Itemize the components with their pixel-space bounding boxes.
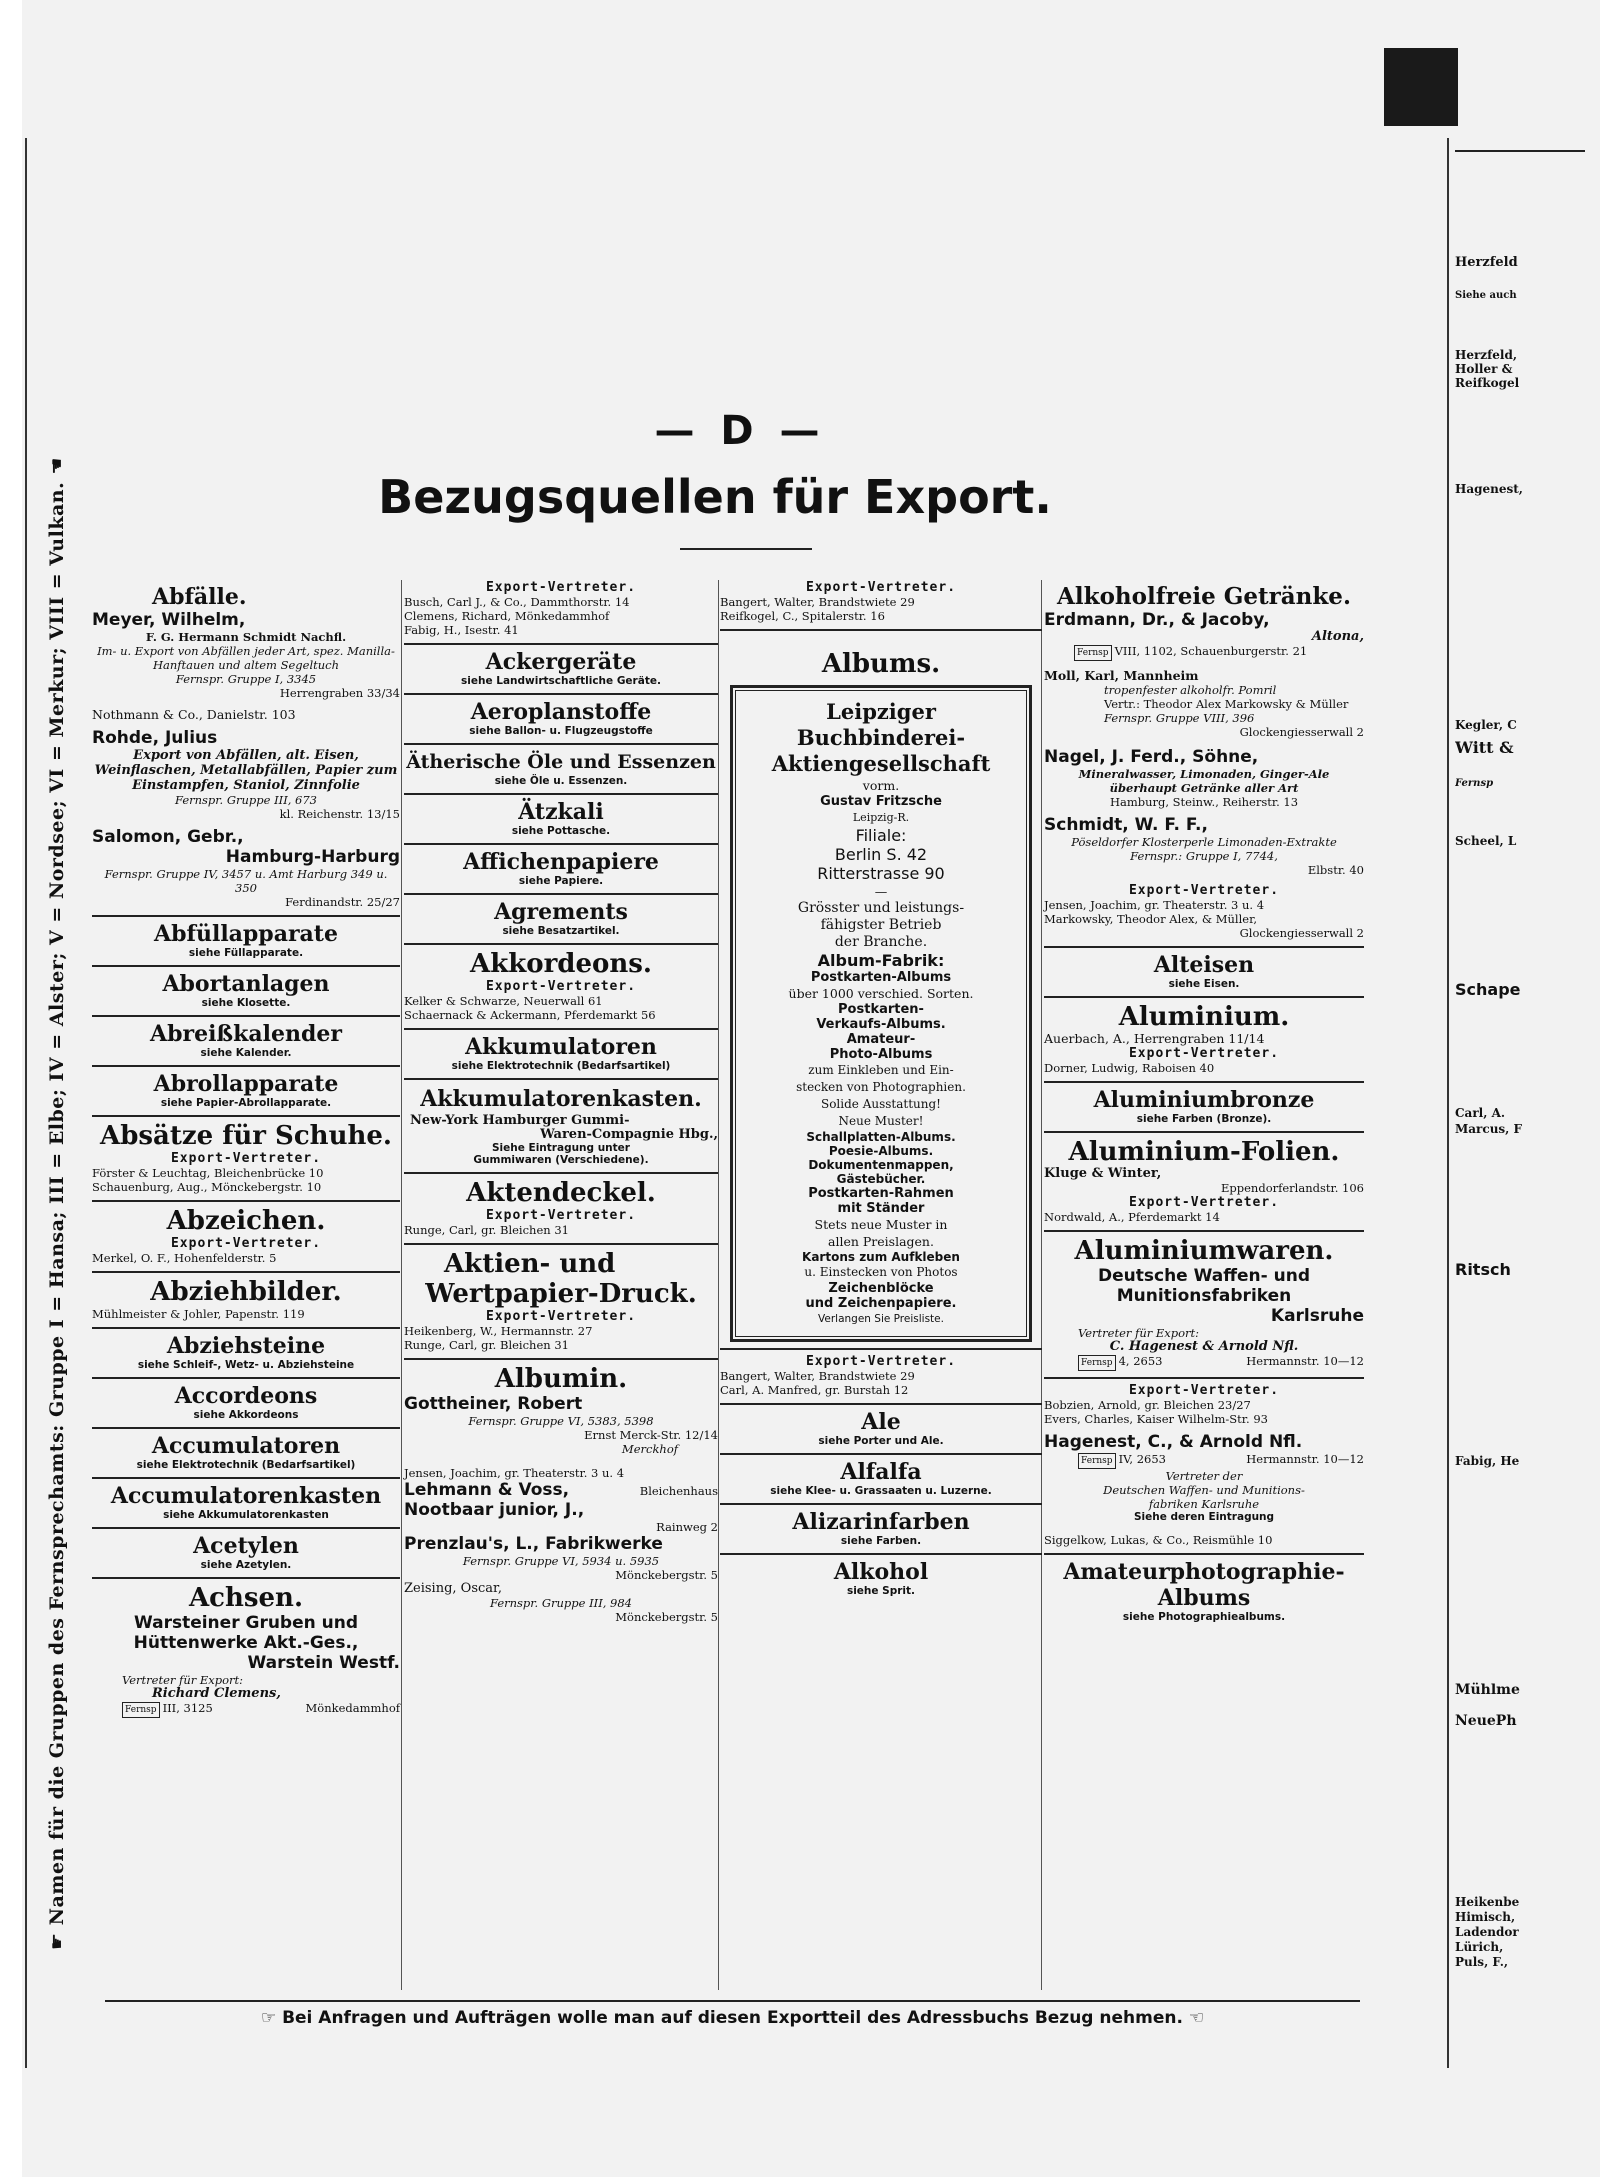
entry-auerbach: Auerbach, A., Herrengraben 11/14 — [1044, 1031, 1265, 1046]
heading-abfaelle: Abfälle. — [152, 584, 247, 610]
ad-line: Amateur- — [846, 1032, 916, 1047]
entry-newyork-2: Waren-Compagnie Hbg., — [540, 1127, 718, 1142]
adjacent-line: Holler & — [1455, 362, 1513, 376]
entry-salomon-phone: Fernspr. Gruppe IV, 3457 u. Amt Harburg 349 u. 350 — [104, 867, 388, 895]
ad-line: Poesie-Albums. — [828, 1144, 934, 1158]
entry-hagenest-phone: IV, 2653 — [1118, 1452, 1166, 1466]
entry-schmidt: Schmidt, W. F. F., — [1044, 815, 1208, 835]
pointing-hand-icon: ☞ — [260, 2008, 283, 2028]
entry-erdmann-city: Altona, — [1311, 629, 1364, 644]
entry-nordwald: Nordwald, A., Pferdemarkt 14 — [1044, 1210, 1220, 1224]
heading-achsen: Achsen. — [188, 1583, 304, 1613]
subheading-export: Export-Vertreter. — [485, 1309, 637, 1324]
ad-line: Solide Ausstattung! — [820, 1097, 941, 1111]
entry-runge: Runge, Carl, gr. Bleichen 31 — [404, 1223, 569, 1237]
entry-moll-phone: Fernspr. Gruppe VIII, 396 — [1104, 711, 1255, 725]
ad-line: Schallplatten-Albums. — [806, 1130, 956, 1144]
heading-abrollapparate: Abrollapparate — [153, 1071, 339, 1097]
ad-name-1: Leipziger Buchbinderei- — [796, 699, 966, 750]
ad-line: allen Preislagen. — [828, 1234, 934, 1249]
entry-jensen: Jensen, Joachim, gr. Theaterstr. 3 u. 4 — [404, 1466, 625, 1480]
heading-abziehsteine: Abziehsteine — [166, 1333, 326, 1359]
title-rule — [680, 548, 812, 550]
ad-line: Postkarten- — [838, 1002, 924, 1017]
entry-nothmann: Nothmann & Co., Danielstr. 103 — [92, 707, 296, 722]
subheading-export: Export-Vertreter. — [485, 979, 637, 994]
subheading-export: Export-Vertreter. — [485, 1208, 637, 1223]
adjacent-page — [1455, 150, 1600, 2050]
entry-bangert-2: Bangert, Walter, Brandstwiete 29 — [720, 1369, 915, 1383]
heading-accumulatoren: Accumulatoren — [151, 1433, 341, 1459]
entry-dwm-1: Deutsche Waffen- und — [1098, 1266, 1310, 1286]
heading-abortanlagen: Abortanlagen — [162, 971, 330, 997]
heading-akkumulatorenkasten: Akkumulatorenkasten. — [420, 1086, 702, 1112]
entry-meyer-address: Herrengraben 33/34 — [279, 686, 400, 700]
adjacent-line: NeuePh — [1455, 1713, 1517, 1729]
ad-line: zum Einkleben und Ein- — [808, 1063, 954, 1077]
entry-dwm-rep: C. Hagenest & Arnold Nfl. — [1109, 1339, 1299, 1354]
heading-aetherische-oele: Ätherische Öle und Essenzen — [406, 751, 716, 773]
entry-schmidt-phone: Fernspr.: Gruppe I, 7744, — [1130, 849, 1278, 863]
see-ref: siehe Öle u. Essenzen. — [494, 775, 628, 787]
column-2 — [404, 580, 718, 1624]
entry-newyork-1: New-York Hamburger Gummi- — [410, 1113, 630, 1128]
entry-runge-2: Runge, Carl, gr. Bleichen 31 — [404, 1338, 569, 1352]
adjacent-line: Witt & — [1455, 738, 1514, 757]
heading-abreisskalender: Abreißkalender — [150, 1021, 342, 1047]
column-rule — [401, 580, 402, 1990]
ad-line: Photo-Albums — [829, 1047, 933, 1062]
pointing-hand-icon: ☚ — [46, 457, 68, 475]
heading-aeroplanstoffe: Aeroplanstoffe — [470, 699, 652, 725]
subheading-export: Export-Vertreter. — [170, 1151, 322, 1166]
adjacent-line: Puls, F., — [1455, 1955, 1509, 1969]
entry-moll: Moll, Karl, Mannheim — [1044, 668, 1199, 683]
entry-carl: Carl, A. Manfred, gr. Burstah 12 — [720, 1383, 909, 1397]
entry-nootbaar-address: Rainweg 2 — [656, 1520, 718, 1534]
see-ref: Siehe Eintragung unter — [492, 1142, 630, 1154]
ad-desc-2: fähigster Betrieb — [820, 917, 942, 933]
footer-notice: ☞ Bei Anfragen und Aufträgen wolle man auf diesen Exportteil des Adressbuchs Bezug nehmen. ☜ — [105, 2000, 1360, 2028]
ad-line: Verkaufs-Albums. — [816, 1017, 946, 1032]
ad-line: über 1000 verschied. Sorten. — [788, 986, 974, 1001]
heading-albums: Albums. — [821, 649, 941, 679]
see-ref: siehe Azetylen. — [200, 1559, 292, 1571]
subheading-export: Export-Vertreter. — [485, 580, 637, 595]
heading-abziehbilder: Abziehbilder. — [150, 1277, 342, 1307]
phone-badge: Fernsp — [1078, 1453, 1116, 1469]
entry-kluge: Kluge & Winter, — [1044, 1166, 1162, 1181]
heading-alteisen: Alteisen — [1153, 952, 1255, 978]
ad-line: Verlangen Sie Preisliste. — [818, 1313, 944, 1325]
adjacent-line: Fabig, He — [1455, 1454, 1520, 1468]
see-ref: siehe Pottasche. — [511, 825, 611, 837]
see-ref: siehe Klosette. — [201, 997, 291, 1009]
page-corner-bar — [1384, 48, 1458, 126]
column-1 — [92, 580, 400, 1718]
see-ref: siehe Papiere. — [518, 875, 604, 887]
see-ref: siehe Ballon- u. Flugzeugstoffe — [469, 725, 653, 737]
entry-schmidt-desc: Pöseldorfer Klosterperle Limonaden-Extrakte — [1071, 835, 1337, 849]
entry-schauenburg: Schauenburg, Aug., Mönckebergstr. 10 — [92, 1180, 322, 1194]
entry-kluge-address: Eppendorferlandstr. 106 — [1221, 1181, 1364, 1195]
ad-line: Gästebücher. — [836, 1172, 926, 1186]
entry-foerster: Förster & Leuchtag, Bleichenbrücke 10 — [92, 1166, 324, 1180]
entry-meyer-name: Meyer, Wilhelm, — [92, 610, 246, 630]
ad-dash: — — [874, 884, 888, 899]
ad-line: Zeichenblöcke — [828, 1281, 934, 1296]
entry-meyer-desc: Im- u. Export von Abfällen jeder Art, spez. Manilla-Hanftauen und altem Segeltuch — [97, 644, 395, 672]
ad-vorm: vorm. — [862, 778, 900, 793]
entry-heikenberg: Heikenberg, W., Hermannstr. 27 — [404, 1324, 593, 1338]
see-ref: Gummiwaren (Verschiedene). — [473, 1154, 649, 1166]
entry-rohde-desc: Export von Abfällen, alt. Eisen, Weinflaschen, Metallabfällen, Papier zum Einstampfen, Staniol, Zinnfolie — [94, 748, 398, 793]
adjacent-line: Reifkogel — [1455, 376, 1520, 390]
heading-aluminiumwaren: Aluminiumwaren. — [1074, 1236, 1334, 1266]
heading-affichenpapiere: Affichenpapiere — [463, 849, 659, 875]
ad-filiale: Filiale: — [855, 826, 907, 845]
see-ref: siehe Photographiealbums. — [1122, 1611, 1286, 1623]
subheading-export: Export-Vertreter. — [1128, 1383, 1280, 1398]
entry-hagenest: Hagenest, C., & Arnold Nfl. — [1044, 1432, 1303, 1452]
heading-accumulatorenkasten: Accumulatorenkasten — [110, 1483, 382, 1509]
ad-branch-2: Ritterstrasse 90 — [817, 864, 945, 883]
entry-rohde-address: kl. Reichenstr. 13/15 — [279, 807, 400, 821]
entry-gottheiner-phone: Fernspr. Gruppe VI, 5383, 5398 — [468, 1414, 654, 1428]
entry-bangert: Bangert, Walter, Brandstwiete 29 — [720, 595, 915, 609]
entry-moll-address: Glockengiesserwall 2 — [1239, 725, 1364, 739]
adjacent-line: Scheel, L — [1455, 834, 1517, 848]
entry-rohde-phone: Fernspr. Gruppe III, 673 — [174, 793, 318, 807]
adjacent-line: Ladendor — [1455, 1925, 1519, 1939]
heading-abzeichen: Abzeichen. — [166, 1206, 326, 1236]
entry-jensen: Jensen, Joachim, gr. Theaterstr. 3 u. 4 — [1044, 898, 1265, 912]
subheading-export: Export-Vertreter. — [170, 1236, 322, 1251]
phone-badge: Fernsp — [122, 1702, 160, 1718]
entry-nagel-desc: Mineralwasser, Limonaden, Ginger-Ale überhaupt Getränke aller Art — [1078, 767, 1330, 795]
entry-hagenest-address: Hermannstr. 10—12 — [1246, 1452, 1364, 1466]
entry-rohde-name: Rohde, Julius — [92, 728, 218, 748]
ad-line: Postkarten-Albums — [810, 970, 952, 985]
entry-salomon-city: Hamburg-Harburg — [225, 847, 400, 867]
see-ref: siehe Farben (Bronze). — [1136, 1113, 1272, 1125]
see-ref: siehe Eisen. — [1168, 978, 1240, 990]
heading-aktendeckel: Aktendeckel. — [466, 1178, 656, 1208]
ad-line: stecken von Photographien. — [796, 1080, 966, 1094]
entry-salomon-address: Ferdinandstr. 25/27 — [285, 895, 400, 909]
adjacent-line: Siehe auch — [1455, 290, 1517, 301]
see-ref: siehe Kalender. — [200, 1047, 292, 1059]
entry-kelker: Kelker & Schwarze, Neuerwall 61 — [404, 994, 603, 1008]
entry-reifkogel: Reifkogel, C., Spitalerstr. 16 — [720, 609, 885, 623]
column-3 — [720, 580, 1042, 1597]
entry-dwm-address: Hermannstr. 10—12 — [1246, 1354, 1364, 1368]
entry-warsteiner-2: Hüttenwerke Akt.-Ges., — [133, 1633, 359, 1653]
advert-leipziger-buchbinderei — [732, 687, 1030, 1340]
entry-dorner: Dorner, Ludwig, Raboisen 40 — [1044, 1061, 1215, 1075]
entry-warsteiner-address: Mönkedammhof — [305, 1701, 400, 1715]
ad-owner: Gustav Fritzsche — [820, 794, 942, 809]
entry-warsteiner-vertreter: Vertreter für Export: — [122, 1673, 244, 1687]
see-ref: siehe Elektrotechnik (Bedarfsartikel) — [136, 1459, 356, 1471]
see-ref: siehe Füllapparate. — [188, 947, 304, 959]
entry-warsteiner-rep: Richard Clemens, — [152, 1686, 281, 1701]
adjacent-line: Fernsp — [1455, 778, 1494, 789]
heading-aktien: Aktien- und — [444, 1249, 616, 1279]
heading-ackergeraete: Ackergeräte — [485, 649, 637, 675]
entry-markowsky-address: Glockengiesserwall 2 — [1239, 926, 1364, 940]
entry-gottheiner-hof: Merckhof — [621, 1442, 678, 1456]
heading-akkordeons: Akkordeons. — [470, 949, 652, 979]
heading-alkoholfreie-getraenke: Alkoholfreie Getränke. — [1057, 583, 1351, 610]
entry-evers: Evers, Charles, Kaiser Wilhelm-Str. 93 — [1044, 1412, 1268, 1426]
heading-albums-2: Albums — [1157, 1585, 1251, 1611]
subheading-export: Export-Vertreter. — [1128, 1046, 1280, 1061]
vertical-exchange-label: ☛ Namen für die Gruppen des Fernsprechamts: Gruppe I = Hansa; III = Elbe; IV = Alster; V = Nordsee; VI = Merkur; VIII = Vulkan. ☚ — [46, 457, 68, 1950]
column-4 — [1044, 580, 1364, 1623]
heading-alizarinfarben: Alizarinfarben — [792, 1509, 970, 1535]
adjacent-line: Himisch, — [1455, 1910, 1516, 1924]
column-rule — [718, 580, 719, 1990]
entry-markowsky: Markowsky, Theodor Alex, & Müller, — [1044, 912, 1257, 926]
adjacent-line: Herzfeld, — [1455, 348, 1518, 362]
ad-desc-1: Grösster und leistungs- — [797, 900, 965, 916]
phone-badge: Fernsp — [1078, 1355, 1116, 1371]
heading-abfuellapparate: Abfüllapparate — [154, 921, 338, 947]
heading-aluminiumbronze: Aluminiumbronze — [1093, 1087, 1315, 1113]
entry-dwm-vertreter: Vertreter für Export: — [1078, 1326, 1200, 1340]
ad-line: mit Ständer — [837, 1201, 925, 1216]
entry-warsteiner-phone: III, 3125 — [162, 1701, 213, 1715]
adjacent-line: Schape — [1455, 980, 1521, 999]
see-ref: siehe Klee- u. Grassaaten u. Luzerne. — [770, 1485, 992, 1497]
adjacent-line: Marcus, F — [1455, 1122, 1523, 1136]
ad-line: Kartons zum Aufkleben — [802, 1250, 960, 1264]
entry-dwm-3: Karlsruhe — [1270, 1306, 1364, 1326]
heading-accordeons: Accordeons — [174, 1383, 318, 1409]
heading-aetzkali: Ätzkali — [518, 799, 604, 825]
entry-zeising-phone: Fernspr. Gruppe III, 984 — [489, 1596, 633, 1610]
entry-moll-vertreter: Vertr.: Theodor Alex Markowsky & Müller — [1104, 697, 1349, 711]
ad-line: und Zeichenpapiere. — [805, 1296, 957, 1311]
entry-moll-desc: tropenfester alkoholfr. Pomril — [1104, 683, 1277, 697]
entry-schmidt-address: Elbstr. 40 — [1307, 863, 1364, 877]
subheading-export: Export-Vertreter. — [1128, 883, 1280, 898]
entry-dwm-phone: 4, 2653 — [1118, 1354, 1163, 1368]
entry-warsteiner-3: Warstein Westf. — [247, 1653, 400, 1673]
subheading-export: Export-Vertreter. — [805, 580, 957, 595]
pointing-hand-icon: ☜ — [1188, 2008, 1205, 2028]
adjacent-line: Kegler, C — [1455, 718, 1517, 732]
entry-nagel: Nagel, J. Ferd., Söhne, — [1044, 747, 1259, 767]
entry-zeising: Zeising, Oscar, — [404, 1581, 502, 1596]
heading-acetylen: Acetylen — [193, 1533, 299, 1559]
entry-schaernack: Schaernack & Ackermann, Pferdemarkt 56 — [404, 1008, 656, 1022]
heading-aluminium-folien: Aluminium-Folien. — [1068, 1137, 1340, 1167]
see-ref: siehe Sprit. — [846, 1585, 916, 1597]
entry-hagenest-v3: fabriken Karlsruhe — [1148, 1497, 1260, 1511]
entry-erdmann-phone: VIII, 1102, Schauenburgerstr. 21 — [1114, 644, 1308, 658]
see-ref: siehe Besatzartikel. — [502, 925, 620, 937]
see-ref: siehe Akkumulatorenkasten — [163, 1509, 329, 1521]
adjacent-line: Carl, A. — [1455, 1106, 1506, 1120]
entry-erdmann: Erdmann, Dr., & Jacoby, — [1044, 610, 1270, 630]
entry-lehmann-address: Bleichenhaus — [639, 1484, 718, 1498]
ad-name-2: Aktiengesellschaft — [771, 751, 991, 776]
ad-city: Leipzig-R. — [852, 811, 910, 824]
ad-line: Neue Muster! — [838, 1114, 924, 1128]
see-ref: siehe Elektrotechnik (Bedarfsartikel) — [451, 1060, 671, 1072]
entry-zeising-address: Mönckebergstr. 5 — [615, 1610, 718, 1624]
entry-nagel-address: Hamburg, Steinw., Reiherstr. 13 — [1109, 795, 1299, 809]
pointing-hand-icon: ☛ — [46, 1925, 68, 1950]
entry-meyer-firm: F. G. Hermann Schmidt Nachfl. — [145, 630, 347, 644]
entry-fabig: Fabig, H., Isestr. 41 — [404, 623, 519, 637]
heading-wertpapier: Wertpapier-Druck. — [425, 1279, 697, 1309]
entry-gottheiner-address: Ernst Merck-Str. 12/14 — [584, 1428, 718, 1442]
ad-fabrik: Album-Fabrik: — [817, 951, 945, 970]
entry-prenzlau-address: Mönckebergstr. 5 — [615, 1568, 718, 1582]
adjacent-line: Mühlme — [1455, 1682, 1520, 1698]
phone-badge: Fernsp — [1074, 645, 1112, 661]
entry-prenzlau: Prenzlau's, L., Fabrikwerke — [404, 1534, 663, 1554]
adjacent-line: Lürich, — [1455, 1940, 1504, 1954]
heading-agrements: Agrements — [494, 899, 628, 925]
heading-amateurphotographie: Amateurphotographie- — [1063, 1559, 1345, 1585]
heading-absaetze: Absätze für Schuhe. — [100, 1121, 392, 1151]
see-ref: siehe Papier-Abrollapparate. — [160, 1097, 332, 1109]
entry-warsteiner-1: Warsteiner Gruben und — [133, 1613, 359, 1633]
entry-dwm-2: Munitionsfabriken — [1116, 1286, 1292, 1306]
entry-merkel: Merkel, O. F., Hohenfelderstr. 5 — [92, 1251, 277, 1265]
subheading-export: Export-Vertreter. — [1128, 1195, 1280, 1210]
entry-muehlmeister: Mühlmeister & Johler, Papenstr. 119 — [92, 1307, 305, 1321]
heading-akkumulatoren: Akkumulatoren — [465, 1034, 657, 1060]
entry-bobzien: Bobzien, Arnold, gr. Bleichen 23/27 — [1044, 1398, 1251, 1412]
section-letter: — D — — [654, 408, 826, 454]
heading-ale: Ale — [861, 1409, 901, 1435]
ad-desc-3: der Branche. — [834, 934, 928, 950]
adjacent-line: Ritsch — [1455, 1260, 1511, 1279]
adjacent-line: Heikenbe — [1455, 1895, 1520, 1909]
entry-busch: Busch, Carl J., & Co., Dammthorstr. 14 — [404, 595, 630, 609]
see-ref: siehe Porter und Ale. — [818, 1435, 944, 1447]
entry-prenzlau-phone: Fernspr. Gruppe VI, 5934 u. 5935 — [462, 1554, 660, 1568]
entry-gottheiner: Gottheiner, Robert — [404, 1394, 583, 1414]
ad-line: Postkarten-Rahmen — [808, 1186, 954, 1201]
ad-line: u. Einstecken von Photos — [804, 1265, 958, 1279]
entry-salomon-name: Salomon, Gebr., — [92, 827, 244, 847]
see-ref: siehe Akkordeons — [193, 1409, 299, 1421]
entry-lehmann: Lehmann & Voss, — [404, 1480, 570, 1500]
adjacent-line: Hagenest, — [1455, 482, 1523, 496]
see-ref: siehe Schleif-, Wetz- u. Abziehsteine — [137, 1359, 355, 1371]
heading-alkohol: Alkohol — [833, 1559, 929, 1585]
entry-meyer-phone: Fernspr. Gruppe I, 3345 — [175, 672, 317, 686]
entry-hagenest-v2: Deutschen Waffen- und Munitions- — [1103, 1483, 1305, 1497]
heading-albumin: Albumin. — [494, 1364, 628, 1394]
ad-branch-1: Berlin S. 42 — [834, 845, 928, 864]
heading-alfalfa: Alfalfa — [840, 1459, 922, 1485]
ad-line: Stets neue Muster in — [814, 1217, 948, 1232]
ad-line: Dokumentenmappen, — [808, 1158, 954, 1172]
adjacent-line: Herzfeld — [1455, 255, 1518, 270]
see-ref: Siehe deren Eintragung — [1133, 1511, 1275, 1523]
heading-aluminium: Aluminium. — [1118, 1002, 1290, 1032]
entry-siggelkow: Siggelkow, Lukas, & Co., Reismühle 10 — [1044, 1533, 1273, 1547]
subheading-export: Export-Vertreter. — [805, 1354, 957, 1369]
page-title: Bezugsquellen für Export. — [378, 470, 1052, 524]
entry-hagenest-v1: Vertreter der — [1165, 1469, 1243, 1483]
entry-nootbaar: Nootbaar junior, J., — [404, 1500, 585, 1520]
see-ref: siehe Farben. — [840, 1535, 922, 1547]
see-ref: siehe Landwirtschaftliche Geräte. — [461, 675, 661, 687]
entry-clemens: Clemens, Richard, Mönkedammhof — [404, 609, 610, 623]
